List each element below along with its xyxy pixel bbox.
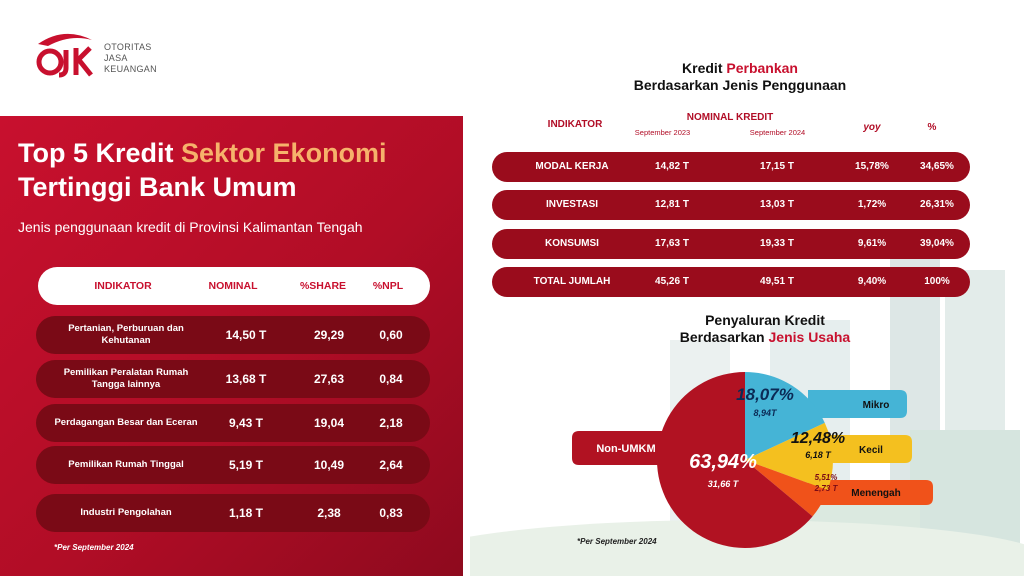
usage-row-yoy: 1,72% [857, 199, 887, 210]
mikro-name-label: Mikro [862, 400, 890, 411]
ojk-logo-icon [34, 28, 98, 80]
usage-row-2023: 14,82 T [655, 161, 689, 172]
logo-line-3: KEUANGAN [104, 64, 157, 74]
usage-row-percent: 100% [924, 276, 950, 287]
row-indikator: Pemilikan Peralatan Rumah Tangga lainnya [63, 367, 189, 390]
non-umkm-name-label: Non-UMKM [596, 443, 656, 455]
menengah-name-label: Menengah [851, 488, 901, 499]
sector-table-row [36, 446, 430, 484]
usage-title-b: Perbankan [726, 60, 798, 76]
usage-row-2024: 19,33 T [760, 238, 794, 249]
usage-header-indikator: INDIKATOR [547, 119, 603, 130]
row-share: 19,04 [313, 416, 345, 430]
row-share: 27,63 [313, 372, 345, 386]
usage-row-yoy: 9,61% [857, 238, 887, 249]
usage-row-percent: 34,65% [920, 161, 954, 172]
usage-row-yoy: 15,78% [855, 161, 889, 172]
pie-title [620, 312, 910, 346]
sector-table-row [36, 494, 430, 532]
usage-title-a: Kredit [682, 60, 727, 76]
kecil-name-label: Kecil [859, 445, 883, 456]
non-umkm-percent-label: 63,94% [689, 451, 757, 473]
usage-row-2024: 13,03 T [760, 199, 794, 210]
pie-title-line-1: Penyaluran Kredit [705, 312, 825, 328]
title-part-2: Tertinggi Bank Umum [18, 172, 297, 202]
title-part-1: Top 5 Kredit [18, 138, 182, 168]
row-nominal: 9,43 T [228, 416, 264, 430]
pie-title-line-2a: Berdasarkan [679, 329, 769, 345]
row-npl: 0,60 [379, 328, 403, 342]
usage-row-2023: 12,81 T [655, 199, 689, 210]
row-npl: 2,64 [379, 458, 403, 472]
usage-header-nominal: NOMINAL KREDIT [686, 112, 774, 123]
header-npl: %NPL [372, 280, 404, 292]
usage-row-2023: 45,26 T [655, 276, 689, 287]
usage-header-percent: % [927, 122, 937, 133]
right-footnote: *Per September 2024 [577, 537, 657, 546]
row-nominal: 13,68 T [225, 372, 267, 386]
pie-title-line-2b: Jenis Usaha [768, 329, 851, 345]
usage-row-2024: 49,51 T [760, 276, 794, 287]
sector-table-header [38, 267, 430, 305]
row-npl: 0,84 [379, 372, 403, 386]
row-indikator: Pemilikan Rumah Tinggal [68, 459, 184, 470]
left-footnote: *Per September 2024 [54, 543, 134, 552]
menengah-percent-label: 5,51% [814, 473, 838, 482]
row-nominal: 5,19 T [228, 458, 264, 472]
subtitle: Jenis penggunaan kredit di Provinsi Kalimantan Tengah [18, 219, 363, 235]
row-indikator: Perdagangan Besar dan Eceran [54, 417, 198, 428]
usage-header-yoy: yoy [863, 122, 881, 133]
row-share: 29,29 [313, 328, 345, 342]
usage-row-percent: 26,31% [920, 199, 954, 210]
row-nominal: 1,18 T [228, 506, 264, 520]
usage-row-indikator: KONSUMSI [545, 238, 599, 249]
header-nominal: NOMINAL [208, 280, 258, 292]
row-npl: 0,83 [379, 506, 403, 520]
pie-chart [560, 350, 1000, 560]
non-umkm-value-label: 31,66 T [707, 479, 739, 489]
usage-row-indikator: MODAL KERJA [535, 161, 609, 172]
usage-table-row [492, 152, 970, 182]
kecil-percent-label: 12,48% [790, 430, 846, 447]
usage-table-row [492, 229, 970, 259]
usage-row-yoy: 9,40% [857, 276, 887, 287]
row-nominal: 14,50 T [225, 328, 267, 342]
usage-header-sep-2023: September 2023 [634, 128, 691, 137]
main-title [18, 136, 458, 204]
ojk-logo [34, 28, 174, 83]
sector-table-row [36, 316, 430, 354]
usage-table-row [492, 267, 970, 297]
usage-row-indikator: TOTAL JUMLAH [533, 276, 611, 287]
usage-title-line-2: Berdasarkan Jenis Penggunaan [633, 77, 847, 93]
usage-row-percent: 39,04% [920, 238, 954, 249]
usage-table-title [560, 60, 920, 94]
usage-table-row [492, 190, 970, 220]
usage-header-sep-2024: September 2024 [749, 128, 806, 137]
mikro-percent-label: 18,07% [736, 385, 794, 404]
row-indikator: Pertanian, Perburuan dan Kehutanan [68, 323, 184, 346]
title-highlight: Sektor Ekonomi [181, 138, 387, 168]
menengah-value-label: 2,73 T [814, 484, 838, 493]
sector-table-row [36, 360, 430, 398]
row-indikator: Industri Pengolahan [80, 507, 172, 518]
sector-table-row [36, 404, 430, 442]
usage-row-2023: 17,63 T [655, 238, 689, 249]
usage-row-indikator: INVESTASI [545, 199, 599, 210]
logo-line-1: OTORITAS [104, 42, 152, 52]
row-share: 10,49 [313, 458, 345, 472]
usage-row-2024: 17,15 T [760, 161, 794, 172]
mikro-value-label: 8,94T [753, 408, 777, 418]
kecil-value-label: 6,18 T [805, 450, 831, 460]
logo-line-2: JASA [104, 53, 128, 63]
row-share: 2,38 [317, 506, 341, 520]
header-indikator: INDIKATOR [94, 280, 152, 292]
logo-text [104, 42, 157, 75]
header-share: %SHARE [299, 280, 347, 292]
callout-mikro [808, 390, 907, 418]
row-npl: 2,18 [379, 416, 403, 430]
